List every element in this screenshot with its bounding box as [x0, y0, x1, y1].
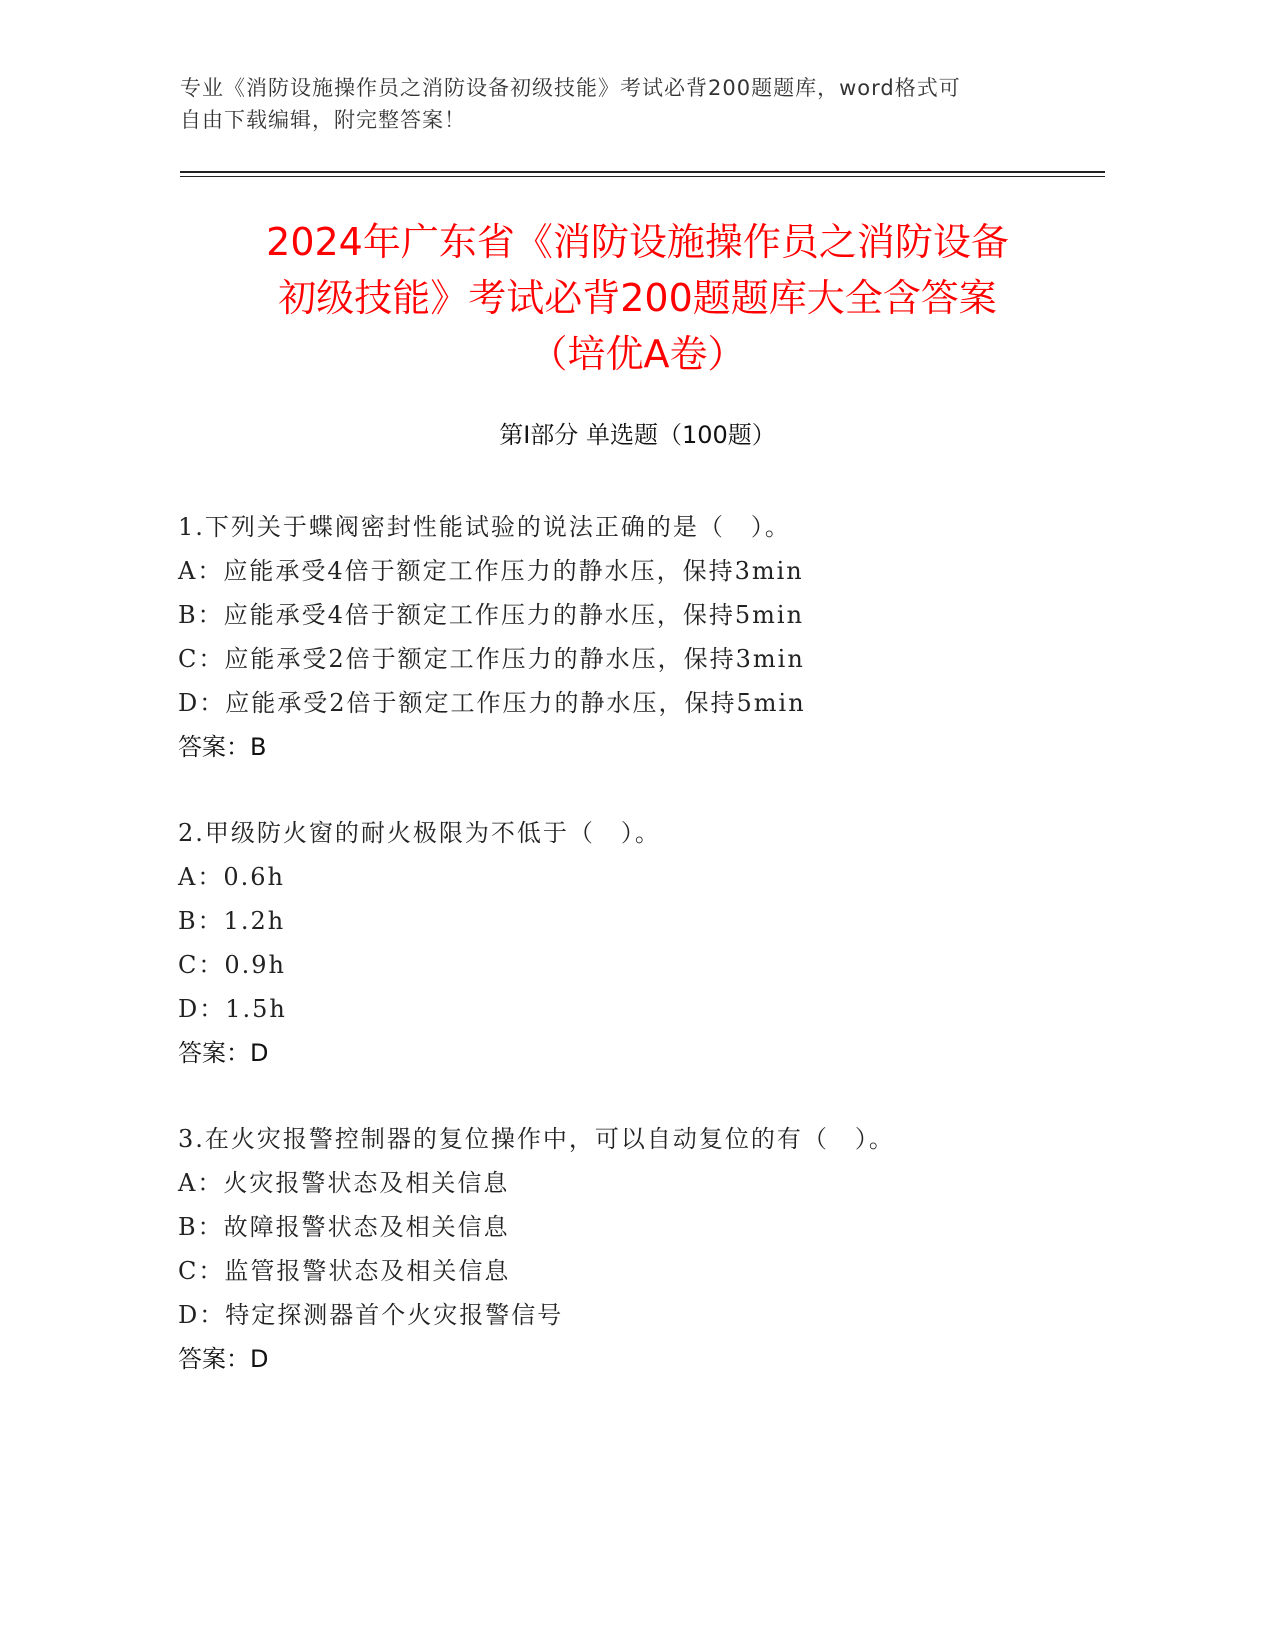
option-a: A：0.6h [178, 863, 285, 891]
question-1 [178, 505, 1098, 769]
answer: 答案：D [178, 1345, 269, 1373]
option-b: B：应能承受4倍于额定工作压力的静水压，保持5min [178, 601, 805, 629]
option-c: C：监管报警状态及相关信息 [178, 1257, 511, 1285]
option-d: D：特定探测器首个火灾报警信号 [178, 1301, 564, 1329]
option-d: D：1.5h [178, 995, 287, 1023]
option-a: A：应能承受4倍于额定工作压力的静水压，保持3min [178, 557, 804, 585]
header-divider-thick [180, 171, 1105, 173]
document-title-line-1: 2024年广东省《消防设施操作员之消防设备 [266, 220, 1009, 264]
option-d: D：应能承受2倍于额定工作压力的静水压，保持5min [178, 689, 806, 717]
question-stem: 2.甲级防火窗的耐火极限为不低于（ ）。 [178, 819, 661, 847]
option-b: B：1.2h [178, 907, 286, 935]
option-a: A：火灾报警状态及相关信息 [178, 1169, 510, 1197]
document-title-line-3: （培优A卷） [529, 332, 746, 376]
header-divider-thin [180, 176, 1105, 177]
header-note [180, 72, 1080, 136]
question-2 [178, 811, 1098, 1075]
question-stem: 3.在火灾报警控制器的复位操作中，可以自动复位的有（ ）。 [178, 1125, 895, 1153]
document-title-line-2: 初级技能》考试必背200题题库大全含答案 [278, 276, 997, 320]
header-note-line-1: 专业《消防设施操作员之消防设备初级技能》考试必背200题题库，word格式可 [180, 76, 961, 100]
question-3 [178, 1117, 1098, 1381]
answer: 答案：D [178, 1039, 269, 1067]
document-title [150, 214, 1125, 382]
answer: 答案：B [178, 733, 267, 761]
section-title: 第I部分 单选题（100题） [499, 421, 776, 449]
question-list [178, 505, 1098, 1423]
question-stem: 1.下列关于蝶阀密封性能试验的说法正确的是（ ）。 [178, 513, 791, 541]
option-c: C：0.9h [178, 951, 286, 979]
option-c: C：应能承受2倍于额定工作压力的静水压，保持3min [178, 645, 805, 673]
header-note-line-2: 自由下载编辑，附完整答案！ [180, 108, 466, 132]
option-b: B：故障报警状态及相关信息 [178, 1213, 510, 1241]
